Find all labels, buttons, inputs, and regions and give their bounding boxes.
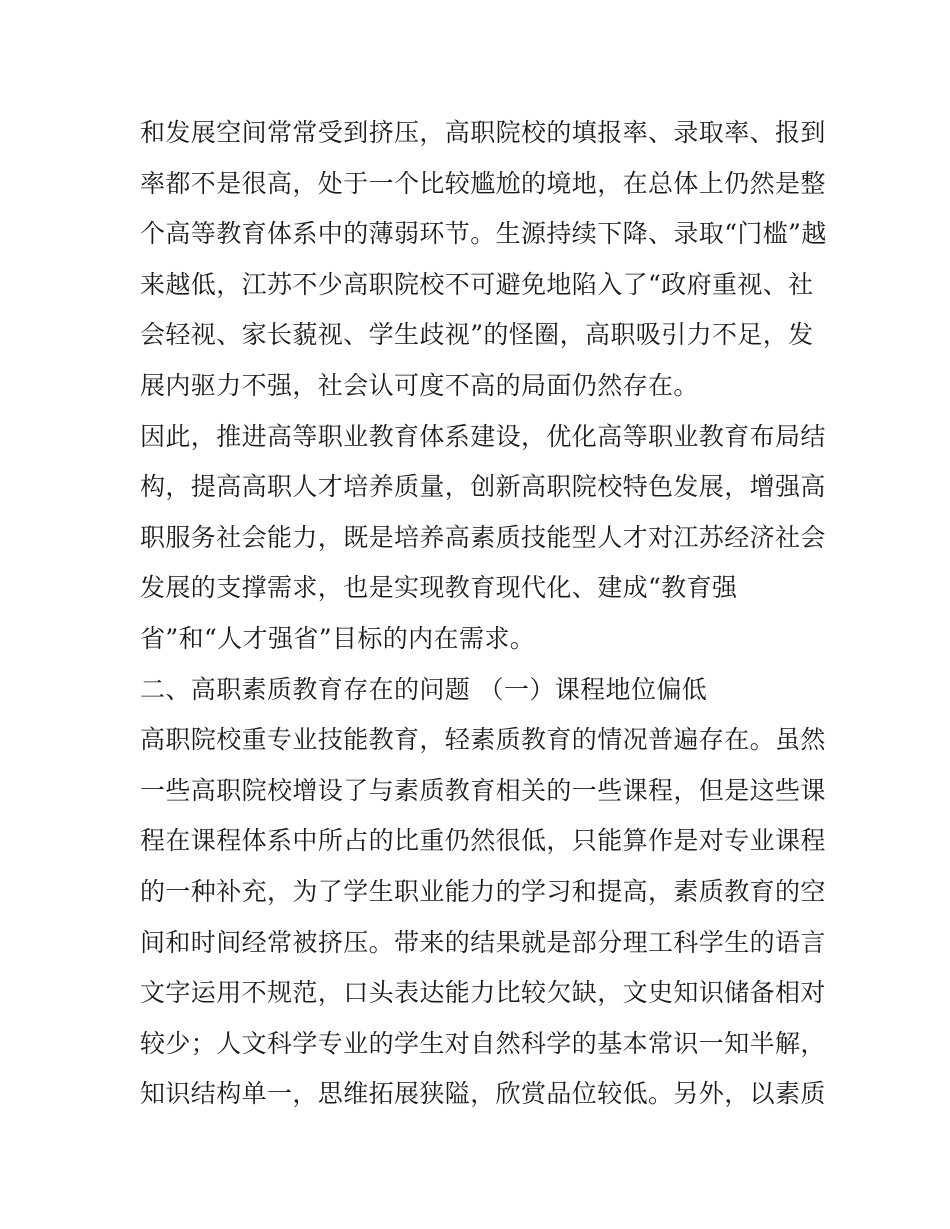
text-line: 会轻视、家长藐视、学生歧视”的怪圈，高职吸引力不足，发 — [140, 320, 814, 350]
text-line: 省”和“人才强省”目标的内在需求。 — [140, 623, 536, 653]
text-line: 的一种补充，为了学生职业能力的学习和提高，素质教育的空 — [140, 876, 826, 906]
text-line: 间和时间经常被挤压。带来的结果就是部分理工科学生的语言 — [140, 927, 826, 957]
text-line: 一些高职院校增设了与素质教育相关的一些课程，但是这些课 — [140, 775, 826, 805]
text-line: 文字运用不规范，口头表达能力比较欠缺，文史知识储备相对 — [140, 978, 826, 1008]
text-line: 程在课程体系中所占的比重仍然很低，只能算作是对专业课程 — [140, 826, 826, 856]
text-line: 展内驱力不强，社会认可度不高的局面仍然存在。 — [140, 370, 699, 400]
text-line: 构，提高高职人才培养质量，创新高职院校特色发展，增强高 — [140, 472, 826, 502]
text-line: 发展的支撑需求，也是实现教育现代化、建成“教育强 — [140, 573, 738, 603]
section-heading: 二、高职素质教育存在的问题 （一）课程地位偏低 — [140, 674, 708, 704]
document-body-text — [140, 108, 827, 1120]
text-line: 和发展空间常常受到挤压，高职院校的填报率、录取率、报到 — [140, 118, 826, 147]
text-line: 个高等教育体系中的薄弱环节。生源持续下降、录取“门槛”越 — [140, 219, 827, 249]
text-line: 较少；人文科学专业的学生对自然科学的基本常识一知半解， — [140, 1028, 826, 1058]
text-line: 职服务社会能力，既是培养高素质技能型人才对江苏经济社会 — [140, 522, 826, 552]
text-line: 高职院校重专业技能教育，轻素质教育的情况普遍存在。虽然 — [140, 725, 826, 755]
text-line: 知识结构单一，思维拓展狭隘，欣赏品位较低。另外，以素质 — [140, 1079, 826, 1109]
text-line: 因此，推进高等职业教育体系建设，优化高等职业教育布局结 — [140, 421, 826, 451]
text-line: 来越低，江苏不少高职院校不可避免地陷入了“政府重视、社 — [140, 269, 814, 299]
text-line: 率都不是很高，处于一个比较尴尬的境地，在总体上仍然是整 — [140, 168, 826, 198]
